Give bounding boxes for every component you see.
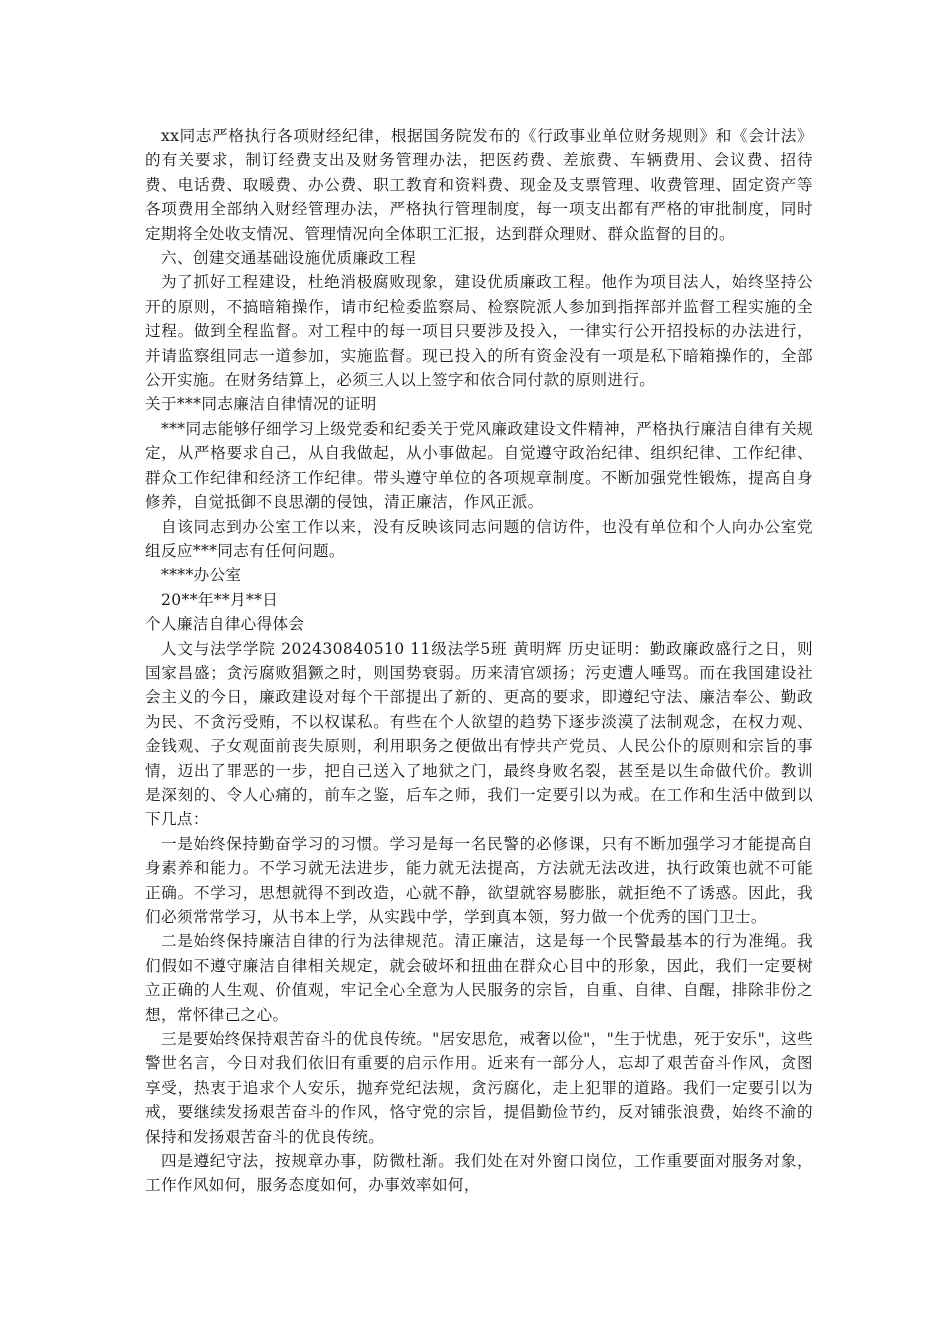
document-title-reflection: 个人廉洁自律心得体会 bbox=[145, 615, 305, 634]
signature-office: ****办公室 bbox=[161, 566, 242, 585]
signature-date: 20**年**月**日 bbox=[161, 590, 279, 609]
document-body bbox=[145, 124, 813, 1198]
paragraph-point-two: 二是始终保持廉洁自律的行为法律规范。清正廉洁，这是每一个民警最基本的行为准绳。我们假如不遵守廉洁自律相关规定，就会破坏和扭曲在群众心目中的形象，因此，我们一定要树立正确的人生观、价值观，牢记全心全意为人民服务的宗旨，自重、自律、自醒，排除非份之想，常怀律己之心。 bbox=[145, 932, 813, 1024]
section-heading-clean-project: 六、创建交通基础设施优质廉政工程 bbox=[161, 249, 417, 268]
paragraph-clean-project: 为了抓好工程建设，杜绝消极腐败现象，建设优质廉政工程。他作为项目法人，始终坚持公开的原则，不搞暗箱操作，请市纪检委监察局、检察院派人参加到指挥部并监督工程实施的全过程。做到全程监督。对工程中的每一项目只要涉及投入，一律实行公开招投标的办法进行，并请监察组同志一道参加，实施监督。现已投入的所有资金没有一项是私下暗箱操作的，全部公开实施。在财务结算上，必须三人以上签字和依合同付款的原则进行。 bbox=[145, 273, 813, 390]
paragraph-point-three: 三是要始终保持艰苦奋斗的优良传统。"居安思危，戒奢以俭"，"生于忧患，死于安乐"，这些警世名言，今日对我们依旧有重要的启示作用。近来有一部分人，忘却了艰苦奋斗作风，贪图享受，热衷于追求个人安乐，抛弃党纪法规，贪污腐化，走上犯罪的道路。我们一定要引以为戒，要继续发扬艰苦奋斗的作风，恪守党的宗旨，提倡勤俭节约，反对铺张浪费，始终不渝的保持和发扬艰苦奋斗的优良传统。 bbox=[145, 1030, 813, 1146]
paragraph-point-four: 四是遵纪守法，按规章办事，防微杜渐。我们处在对外窗口岗位，工作重要面对服务对象，工作作风如何，服务态度如何，办事效率如何， bbox=[145, 1152, 813, 1195]
paragraph-reflection-intro: 人文与法学学院 202430840510 11级法学5班 黄明辉 历史证明：勤政廉政盛行之日，则国家昌盛；贪污腐败猖獗之时，则国势衰弱。历来清官颂扬；污吏遭人唾骂。而在我国建设社会主义的今日，廉政建设对每个干部提出了新的、更高的要求，即遵纪守法、廉洁奉公、勤政为民、不贪污受贿，不以权谋私。有些在个人欲望的趋势下逐步淡漠了法制观念，在权力观、金钱观、子女观面前丧失原则，利用职务之便做出有悖共产党员、人民公仆的原则和宗旨的事情，迈出了罪恶的一步，把自己送入了地狱之门，最终身败名裂，甚至是以生命做代价。教训是深刻的、令人心痛的，前车之鉴，后车之师，我们一定要引以为戒。在工作和生活中做到以下几点： bbox=[145, 639, 813, 829]
paragraph-no-complaints: 自该同志到办公室工作以来，没有反映该同志问题的信访件，也没有单位和个人向办公室党组反应***同志有任何问题。 bbox=[145, 517, 813, 560]
paragraph-certificate-body: ***同志能够仔细学习上级党委和纪委关于党风廉政建设文件精神，严格执行廉洁自律有关规定，从严格要求自己，从自我做起，从小事做起。自觉遵守政治纪律、组织纪律、工作纪律、群众工作纪律和经济工作纪律。带头遵守单位的各项规章制度。不断加强党性锻炼，提高自身修养，自觉抵御不良思潮的侵蚀，清正廉洁，作风正派。 bbox=[145, 419, 813, 512]
paragraph-point-one: 一是始终保持勤奋学习的习惯。学习是每一名民警的必修课，只有不断加强学习才能提高自身素养和能力。不学习就无法进步，能力就无法提高，方法就无法改进，执行政策也就不可能正确。不学习，思想就得不到改造，心就不静，欲望就容易膨胀，就拒绝不了诱惑。因此，我们必须常常学习，从书本上学，从实践中学，学到真本领，努力做一个优秀的国门卫士。 bbox=[145, 834, 813, 926]
paragraph-finance-discipline: xx同志严格执行各项财经纪律，根据国务院发布的《行政事业单位财务规则》和《会计法》的有关要求，制订经费支出及财务管理办法，把医药费、差旅费、车辆费用、会议费、招待费、电话费、取暖费、办公费、职工教育和资料费、现金及支票管理、收费管理、固定资产等各项费用全部纳入财经管理办法，严格执行管理制度，每一项支出都有严格的审批制度，同时定期将全处收支情况、管理情况向全体职工汇报，达到群众理财、群众监督的目的。 bbox=[145, 127, 813, 243]
document-title-certificate: 关于***同志廉洁自律情况的证明 bbox=[145, 395, 377, 414]
